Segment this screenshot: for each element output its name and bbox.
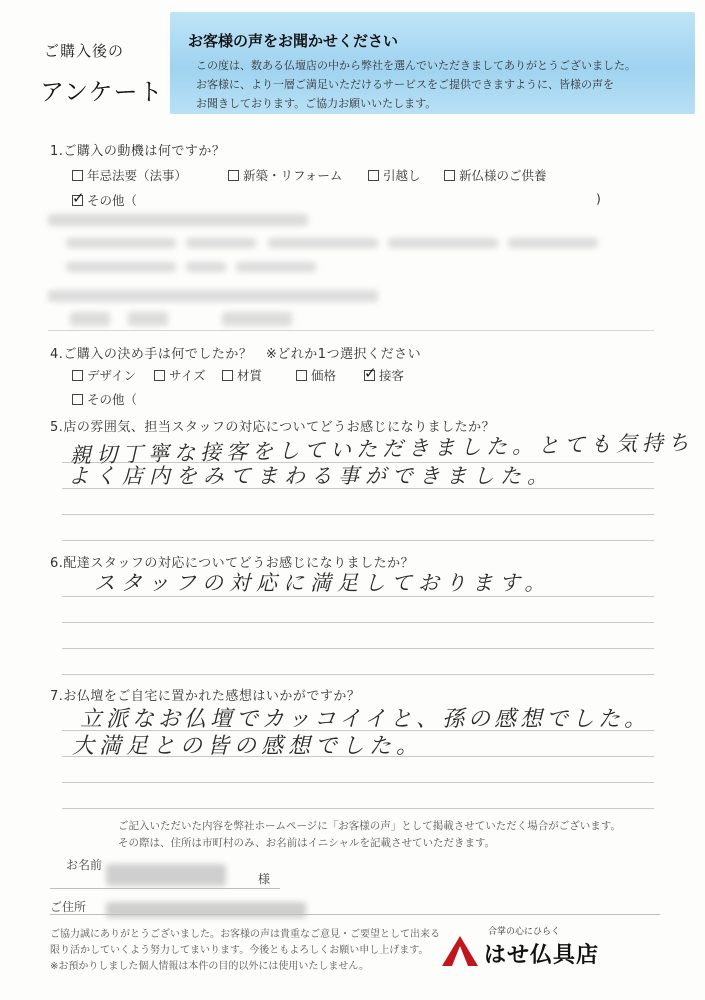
answer-line (62, 808, 654, 809)
redacted-question-2 (48, 214, 308, 226)
intro-text: この度は、数ある仏壇店の中から弊社を選んでいただきましてありがとうございました。 お客様に、より一層ご満足いただけるサービスをご提供できますように、皆様の声を お聞きしております。ご協力お願いいたします。 (196, 59, 636, 110)
q1-option-4[interactable]: 新仏様のご供養 (444, 166, 547, 184)
mountain-icon (440, 934, 480, 968)
address-label: ご住所 (50, 900, 87, 914)
question-6: 6.配達スタッフの対応についてどうお感じになりましたか？ (50, 556, 415, 571)
question-7: 7.お仏壇をご自宅に置かれた感想はいかがですか？ (50, 689, 361, 704)
answer-line (62, 540, 654, 541)
intro-title: お客様の声をお聞かせください (188, 32, 399, 50)
q4-option-price[interactable]: 価格 (296, 366, 336, 384)
answer-line (62, 674, 654, 675)
q4-option-material[interactable]: 材質 (222, 366, 262, 384)
redacted-address (106, 902, 306, 918)
redacted-option (186, 238, 256, 248)
q1-option-other[interactable]: ✓ その他（ (72, 191, 137, 209)
q5-answer-line-1: 親切丁寧な接客をしていただきました。とても気持ち (69, 430, 695, 468)
redacted-option (66, 262, 176, 272)
q4-option-service[interactable]: ✓ 接客 (364, 366, 404, 384)
heading-big: アンケート (40, 78, 164, 106)
redacted-option (508, 238, 598, 248)
name-suffix: 様 (258, 872, 271, 886)
checkbox-checked[interactable] (364, 370, 375, 381)
name-label: お名前 (66, 858, 103, 872)
q4-option-size[interactable]: サイズ (154, 366, 206, 384)
redacted-answer (128, 312, 168, 326)
redacted-answer (70, 312, 110, 326)
question-1: 1.ご購入の動機は何ですか？ (50, 144, 226, 159)
checkbox[interactable] (368, 170, 379, 181)
q1-option-2[interactable]: 新築・リフォーム (228, 166, 342, 184)
heading-small: ご購入後の (44, 42, 125, 60)
redacted-answer (222, 312, 292, 326)
q1-option-3[interactable]: 引越し (368, 166, 421, 184)
question-5: 5.店の雰囲気、担当スタッフの対応についてどうお感じになりましたか？ (50, 420, 496, 435)
publication-notice: ご記入いただいた内容を弊社ホームページに「お客様の声」として掲載させていただく場合がございます。 その際は、住所は市町村のみ、お名前はイニシャルを記載させていただきます。 (118, 820, 621, 849)
redacted-question-3 (48, 290, 378, 302)
brand-logo (438, 920, 608, 976)
q7-answer-line-1: 立派なお仏壇でカッコイイと、孫の感想でした。 (80, 707, 651, 732)
name-underline (50, 888, 280, 889)
answer-line (62, 622, 654, 623)
checkbox[interactable] (296, 370, 307, 381)
q5-answer-line-2: よく店内をみてまわる事ができました。 (68, 464, 554, 488)
checkbox[interactable] (228, 170, 239, 181)
redacted-option (268, 238, 378, 248)
checkbox[interactable] (72, 370, 83, 381)
q6-answer-line-1: スタッフの対応に満足しております。 (94, 571, 552, 595)
address-underline (50, 914, 660, 915)
q4-option-other[interactable]: その他（ (72, 390, 137, 408)
brand-name: はせ仏具店 (484, 942, 600, 968)
divider (48, 330, 654, 331)
checkbox[interactable] (72, 170, 83, 181)
q1-other-close: ) (596, 191, 601, 206)
redacted-option (388, 238, 498, 248)
brand-tagline: 合掌の心にひらく (488, 927, 561, 937)
footer-text: ご協力誠にありがとうございました。お客様の声は貴重なご意見・ご要望として出来る 限り活かしていくよう努力してまいります。今後ともよろしくお願い申し上げます。 ※お預かりしました個人情報は本件の目的以外には使用いたしません。 (50, 929, 440, 972)
q1-option-1[interactable]: 年忌法要（法事） (72, 166, 187, 184)
question-4: 4.ご購入の決め手は何でしたか？ ※どれか1つ選択ください (50, 347, 422, 362)
intro-box (170, 12, 695, 114)
q4-option-design[interactable]: デザイン (72, 366, 136, 384)
q7-answer-line-2: 大満足との皆の感想でした。 (72, 734, 424, 759)
checkbox[interactable] (154, 370, 165, 381)
checkbox[interactable] (72, 394, 83, 405)
survey-heading (36, 30, 176, 110)
redacted-option (66, 238, 176, 248)
answer-line (62, 782, 654, 783)
checkbox[interactable] (222, 370, 233, 381)
answer-line (62, 514, 654, 515)
checkbox-checked[interactable] (72, 195, 83, 206)
redacted-option (186, 262, 226, 272)
answer-line (62, 648, 654, 649)
checkbox[interactable] (444, 170, 455, 181)
redacted-option (236, 262, 316, 272)
redacted-name (106, 864, 226, 886)
